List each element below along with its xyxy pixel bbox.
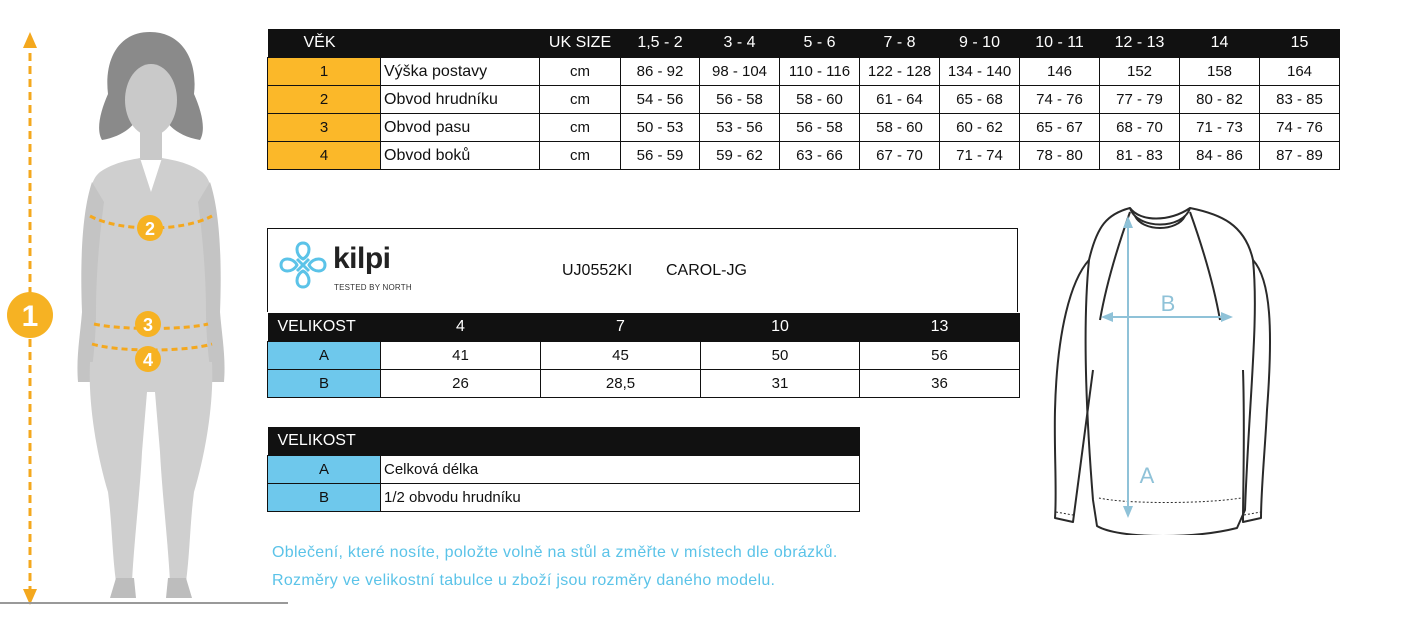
cell: 53 - 56 — [700, 114, 780, 142]
table-row — [268, 58, 1340, 86]
cell: 26 — [381, 370, 541, 398]
cell: 152 — [1100, 58, 1180, 86]
table-row — [268, 342, 1020, 370]
row-key: B — [268, 484, 381, 512]
cell: 50 — [701, 342, 860, 370]
legend-header — [268, 427, 860, 456]
age-col: 15 — [1260, 29, 1340, 58]
brand-name: kilpi — [333, 242, 391, 275]
legend-header-label: VELIKOST — [268, 427, 860, 456]
row-number: 4 — [268, 142, 381, 170]
cell: 71 - 74 — [940, 142, 1020, 170]
shirt-drawing — [1045, 200, 1275, 535]
cell: 86 - 92 — [621, 58, 700, 86]
cell: 28,5 — [541, 370, 701, 398]
height-label: 1 — [21, 300, 39, 333]
age-col: 12 - 13 — [1100, 29, 1180, 58]
cell: 56 - 58 — [780, 114, 860, 142]
cell: 61 - 64 — [860, 86, 940, 114]
row-number: 3 — [268, 114, 381, 142]
note-line-1: Oblečení, které nosíte, položte volně na stůl a změřte v místech dle obrázků. — [272, 544, 838, 561]
product-name: CAROL-JG — [666, 262, 747, 279]
body-measurement-figure — [0, 22, 290, 612]
age-col: 7 - 8 — [860, 29, 940, 58]
size-table-header — [268, 29, 1340, 58]
cell: 87 - 89 — [1260, 142, 1340, 170]
waist-label: 3 — [142, 315, 154, 335]
cell: 77 - 79 — [1100, 86, 1180, 114]
table-row — [268, 114, 1340, 142]
row-key: A — [268, 342, 381, 370]
age-header: VĚK — [268, 29, 540, 58]
age-col: 14 — [1180, 29, 1260, 58]
row-unit: cm — [540, 114, 621, 142]
cell: 41 — [381, 342, 541, 370]
cell: 63 - 66 — [780, 142, 860, 170]
legend-table — [267, 427, 860, 512]
row-key: B — [268, 370, 381, 398]
product-measurement-table — [267, 313, 1020, 398]
age-col: 1,5 - 2 — [621, 29, 700, 58]
cell: 98 - 104 — [700, 58, 780, 86]
cell: 78 - 80 — [1020, 142, 1100, 170]
cell: 50 - 53 — [621, 114, 700, 142]
product-table-header — [268, 313, 1020, 342]
table-row — [268, 86, 1340, 114]
product-code: UJ0552KI — [562, 262, 633, 279]
cell: 59 - 62 — [700, 142, 780, 170]
cell: 110 - 116 — [780, 58, 860, 86]
cell: 65 - 67 — [1020, 114, 1100, 142]
row-number: 1 — [268, 58, 381, 86]
size-table — [267, 29, 1340, 170]
brand-tagline: TESTED BY NORTH — [334, 283, 412, 292]
table-row — [268, 370, 1020, 398]
cell: 31 — [701, 370, 860, 398]
note-line-2: Rozměry ve velikostní tabulce u zboží jsou rozměry daného modelu. — [272, 572, 776, 589]
age-col: 5 - 6 — [780, 29, 860, 58]
cell: 56 - 58 — [700, 86, 780, 114]
row-unit: cm — [540, 86, 621, 114]
cell: 56 - 59 — [621, 142, 700, 170]
chest-label: 2 — [144, 219, 156, 239]
row-number: 2 — [268, 86, 381, 114]
row-unit: cm — [540, 58, 621, 86]
table-row — [268, 484, 860, 512]
age-col: 9 - 10 — [940, 29, 1020, 58]
shirt-label-b: B — [1160, 291, 1176, 316]
cell: 80 - 82 — [1180, 86, 1260, 114]
row-key: A — [268, 456, 381, 484]
size-col: 7 — [541, 313, 701, 342]
row-label: Obvod boků — [381, 142, 540, 170]
cell: 68 - 70 — [1100, 114, 1180, 142]
cell: 60 - 62 — [940, 114, 1020, 142]
row-label: Výška postavy — [381, 58, 540, 86]
cell: 158 — [1180, 58, 1260, 86]
cell: 83 - 85 — [1260, 86, 1340, 114]
row-unit: cm — [540, 142, 621, 170]
row-desc: 1/2 obvodu hrudníku — [381, 484, 860, 512]
row-desc: Celková délka — [381, 456, 860, 484]
cell: 58 - 60 — [780, 86, 860, 114]
cell: 65 - 68 — [940, 86, 1020, 114]
cell: 146 — [1020, 58, 1100, 86]
cell: 67 - 70 — [860, 142, 940, 170]
size-header: VELIKOST — [268, 313, 381, 342]
uk-size-header: UK SIZE — [540, 29, 621, 58]
cell: 45 — [541, 342, 701, 370]
row-label: Obvod pasu — [381, 114, 540, 142]
cell: 74 - 76 — [1020, 86, 1100, 114]
cell: 58 - 60 — [860, 114, 940, 142]
cell: 164 — [1260, 58, 1340, 86]
cell: 71 - 73 — [1180, 114, 1260, 142]
cell: 54 - 56 — [621, 86, 700, 114]
table-row — [268, 142, 1340, 170]
cell: 56 — [860, 342, 1020, 370]
cell: 84 - 86 — [1180, 142, 1260, 170]
kilpi-logo-icon — [275, 237, 331, 293]
cell: 134 - 140 — [940, 58, 1020, 86]
size-col: 10 — [701, 313, 860, 342]
cell: 36 — [860, 370, 1020, 398]
shirt-label-a: A — [1139, 463, 1155, 488]
cell: 81 - 83 — [1100, 142, 1180, 170]
age-col: 10 - 11 — [1020, 29, 1100, 58]
size-col: 4 — [381, 313, 541, 342]
row-label: Obvod hrudníku — [381, 86, 540, 114]
cell: 74 - 76 — [1260, 114, 1340, 142]
age-col: 3 - 4 — [700, 29, 780, 58]
hips-label: 4 — [142, 350, 154, 370]
table-row — [268, 456, 860, 484]
size-col: 13 — [860, 313, 1020, 342]
cell: 122 - 128 — [860, 58, 940, 86]
